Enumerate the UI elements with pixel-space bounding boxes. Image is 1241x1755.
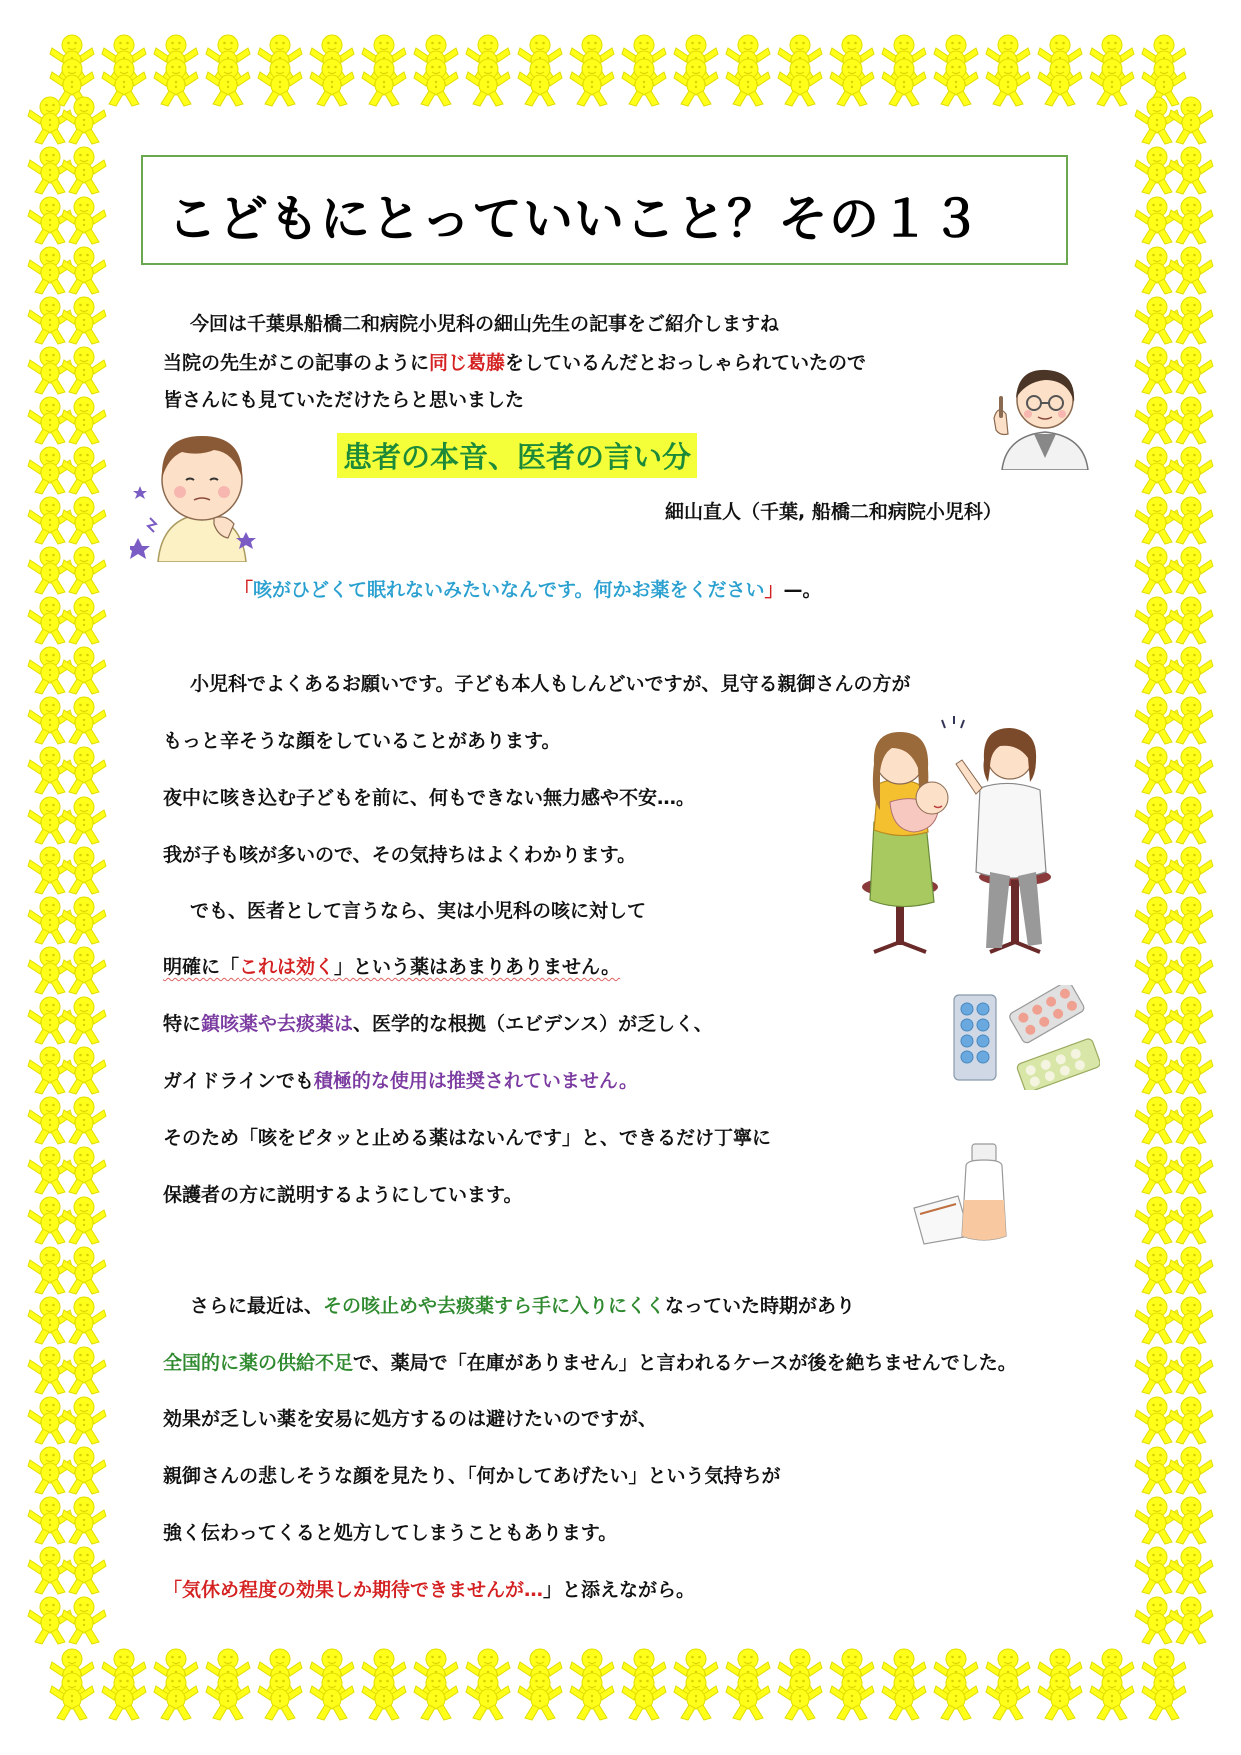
gingerbread-icon xyxy=(62,647,106,694)
gingerbread-icon xyxy=(1135,397,1179,444)
gingerbread-icon xyxy=(28,747,72,794)
gingerbread-icon xyxy=(362,1673,406,1720)
gingerbread-icon xyxy=(1169,947,1213,994)
para2-line-4: 親御さんの悲しそうな顔を見たり、「何かしてあげたい」という気持ちが xyxy=(163,1465,781,1487)
gingerbread-icon xyxy=(1135,797,1179,844)
para1-line-3: 夜中に咳き込む子どもを前に、何もできない無力感や不安…。 xyxy=(163,787,696,809)
gingerbread-icon xyxy=(62,1597,106,1644)
gingerbread-icon xyxy=(986,59,1030,106)
para1-line-4: 我が子も咳が多いので、その気持ちはよくわかります。 xyxy=(163,844,637,866)
gingerbread-icon xyxy=(1142,1673,1186,1720)
gingerbread-icon xyxy=(154,59,198,106)
gingerbread-icon xyxy=(1135,897,1179,944)
gingerbread-icon xyxy=(1169,1147,1213,1194)
para2-line-6-tail: 」と添えながら。 xyxy=(543,1579,696,1601)
gingerbread-icon xyxy=(674,59,718,106)
para2-line-2 xyxy=(163,1348,1017,1375)
para1-line-9: そのため「咳をピタッと止める薬はないんです」と、できるだけ丁寧に xyxy=(163,1127,772,1149)
gingerbread-icon xyxy=(62,697,106,744)
title-box xyxy=(141,155,1068,265)
page-title: こどもにとっていいこと？その１３ xyxy=(167,190,982,248)
gingerbread-icon xyxy=(28,1047,72,1094)
gingerbread-icon xyxy=(28,1597,72,1644)
gingerbread-icon xyxy=(1135,347,1179,394)
para1-line-6-highlight: これは効く xyxy=(239,956,335,978)
gingerbread-icon xyxy=(830,1673,874,1720)
gingerbread-icon xyxy=(1169,1097,1213,1144)
para1-line-7-tail: 、医学的な根拠（エビデンス）が乏しく、 xyxy=(353,1013,713,1035)
gingerbread-icon xyxy=(206,59,250,106)
gingerbread-icon xyxy=(1135,1147,1179,1194)
gingerbread-icon xyxy=(62,197,106,244)
gingerbread-icon xyxy=(1169,247,1213,294)
gingerbread-icon xyxy=(1169,697,1213,744)
gingerbread-icon xyxy=(28,547,72,594)
quote-open: 「 xyxy=(234,579,254,601)
gingerbread-icon xyxy=(310,1673,354,1720)
gingerbread-icon xyxy=(1038,59,1082,106)
gingerbread-icon xyxy=(414,1673,458,1720)
para1-line-7-highlight: 鎮咳薬や去痰薬は xyxy=(201,1013,354,1035)
intro-line-2-tail: をしているんだとおっしゃられていたので xyxy=(505,352,867,374)
para1-line-8-highlight: 積極的な使用は推奨されていません。 xyxy=(313,1070,639,1092)
gingerbread-icon xyxy=(1135,1197,1179,1244)
gingerbread-icon xyxy=(62,147,106,194)
gingerbread-icon xyxy=(1135,1447,1179,1494)
gingerbread-icon xyxy=(986,1673,1030,1720)
gingerbread-icon xyxy=(62,1097,106,1144)
quote-line xyxy=(234,575,822,602)
gingerbread-icon xyxy=(1169,597,1213,644)
gingerbread-icon xyxy=(1169,1447,1213,1494)
gingerbread-icon xyxy=(1135,947,1179,994)
gingerbread-icon xyxy=(1135,147,1179,194)
gingerbread-icon xyxy=(622,1673,666,1720)
intro-line-2 xyxy=(163,348,866,375)
gingerbread-icon xyxy=(674,1673,718,1720)
gingerbread-icon xyxy=(62,497,106,544)
gingerbread-icon xyxy=(62,347,106,394)
gingerbread-icon xyxy=(1135,997,1179,1044)
gingerbread-icon xyxy=(28,1397,72,1444)
gingerbread-icon xyxy=(62,97,106,144)
para1-line-8 xyxy=(163,1066,638,1093)
gingerbread-icon xyxy=(28,697,72,744)
gingerbread-icon xyxy=(62,1047,106,1094)
gingerbread-icon xyxy=(62,747,106,794)
gingerbread-icon xyxy=(310,59,354,106)
gingerbread-icon xyxy=(1169,1347,1213,1394)
gingerbread-icon xyxy=(28,1347,72,1394)
gingerbread-icon xyxy=(62,1547,106,1594)
gingerbread-icon xyxy=(1135,1347,1179,1394)
para1-line-1: 小児科でよくあるお願いです。子ども本人もしんどいですが、見守る親御さんの方が xyxy=(190,673,911,695)
gingerbread-icon xyxy=(62,1197,106,1244)
gingerbread-icon xyxy=(1169,997,1213,1044)
gingerbread-icon xyxy=(28,597,72,644)
gingerbread-icon xyxy=(1135,247,1179,294)
gingerbread-icon xyxy=(1169,347,1213,394)
gingerbread-icon xyxy=(28,1497,72,1544)
gingerbread-icon xyxy=(28,947,72,994)
gingerbread-icon xyxy=(28,497,72,544)
intro-highlight-text: 同じ葛藤 xyxy=(429,352,506,374)
gingerbread-icon xyxy=(28,1447,72,1494)
para2-line-6 xyxy=(163,1575,695,1602)
intro-line-1: 今回は千葉県船橋二和病院小児科の細山先生の記事をご紹介しますね xyxy=(190,313,780,335)
para1-line-2: もっと辛そうな顔をしていることがあります。 xyxy=(163,730,561,752)
gingerbread-icon xyxy=(28,147,72,194)
gingerbread-icon xyxy=(1135,1597,1179,1644)
syrup-bottle-illustration xyxy=(910,1140,1020,1245)
gingerbread-icon xyxy=(570,59,614,106)
gingerbread-icon xyxy=(1135,1397,1179,1444)
para2-line-2-tail: で、薬局で「在庫がありません」と言われるケースが後を絶ちませんでした。 xyxy=(353,1352,1017,1374)
gingerbread-icon xyxy=(1135,197,1179,244)
para2-line-6-open: 「 xyxy=(163,1579,183,1601)
gingerbread-icon xyxy=(778,1673,822,1720)
gingerbread-icon xyxy=(1135,1047,1179,1094)
gingerbread-icon xyxy=(1169,297,1213,344)
para1-line-6 xyxy=(163,952,620,979)
gingerbread-icon xyxy=(62,797,106,844)
gingerbread-icon xyxy=(726,59,770,106)
gingerbread-icon xyxy=(778,59,822,106)
gingerbread-icon xyxy=(1135,447,1179,494)
gingerbread-icon xyxy=(1135,697,1179,744)
gingerbread-icon xyxy=(28,1547,72,1594)
gingerbread-icon xyxy=(622,59,666,106)
gingerbread-icon xyxy=(1135,1547,1179,1594)
gingerbread-icon xyxy=(28,1297,72,1344)
article-author: 細山直人（千葉, 船橋二和病院小児科） xyxy=(665,501,1002,523)
gingerbread-icon xyxy=(518,1673,562,1720)
gingerbread-icon xyxy=(570,1673,614,1720)
gingerbread-icon xyxy=(62,897,106,944)
gingerbread-icon xyxy=(1038,1673,1082,1720)
coughing-boy-illustration xyxy=(130,420,270,562)
gingerbread-icon xyxy=(1135,1097,1179,1144)
gingerbread-icon xyxy=(466,59,510,106)
gingerbread-icon xyxy=(1135,497,1179,544)
gingerbread-icon xyxy=(1090,59,1134,106)
gingerbread-icon xyxy=(1142,59,1186,106)
gingerbread-icon xyxy=(830,59,874,106)
gingerbread-icon xyxy=(62,847,106,894)
intro-line-2-text: 当院の先生がこの記事のように xyxy=(163,352,430,374)
gingerbread-icon xyxy=(1135,597,1179,644)
quote-tail: —。 xyxy=(783,579,822,601)
para2-line-1-tail: なっていた時期があり xyxy=(665,1295,856,1317)
gingerbread-icon xyxy=(362,59,406,106)
gingerbread-icon xyxy=(28,897,72,944)
gingerbread-icon xyxy=(1135,847,1179,894)
gingerbread-icon xyxy=(28,297,72,344)
gingerbread-icon xyxy=(62,997,106,1044)
gingerbread-icon xyxy=(62,247,106,294)
gingerbread-icon xyxy=(258,1673,302,1720)
gingerbread-icon xyxy=(1169,147,1213,194)
gingerbread-icon xyxy=(1169,547,1213,594)
article-headline: 患者の本音、医者の言い分 xyxy=(337,433,697,478)
para1-line-6-head: 明確に「 xyxy=(163,956,240,978)
para2-line-6-highlight: 気休め程度の効果しか期待できませんが… xyxy=(182,1579,544,1601)
doctor-illustration xyxy=(992,358,1098,470)
para1-line-7-head: 特に xyxy=(163,1013,202,1035)
gingerbread-icon xyxy=(1169,747,1213,794)
gingerbread-icon xyxy=(1169,1597,1213,1644)
gingerbread-icon xyxy=(28,647,72,694)
gingerbread-icon xyxy=(518,59,562,106)
mother-baby-doctor-illustration xyxy=(830,712,1090,962)
gingerbread-icon xyxy=(102,59,146,106)
gingerbread-icon xyxy=(28,1097,72,1144)
gingerbread-icon xyxy=(206,1673,250,1720)
gingerbread-icon xyxy=(28,347,72,394)
gingerbread-icon xyxy=(934,59,978,106)
gingerbread-icon xyxy=(466,1673,510,1720)
gingerbread-icon xyxy=(28,1147,72,1194)
gingerbread-icon xyxy=(62,1147,106,1194)
intro-line-3: 皆さんにも見ていただけたらと思いました xyxy=(163,389,525,411)
para2-line-1-highlight: その咳止めや去痰薬すら手に入りにくく xyxy=(323,1295,666,1317)
gingerbread-icon xyxy=(1169,1197,1213,1244)
gingerbread-icon xyxy=(62,1297,106,1344)
medicine-pills-illustration xyxy=(950,985,1100,1090)
gingerbread-icon xyxy=(28,797,72,844)
para2-line-2-highlight: 全国的に薬の供給不足 xyxy=(163,1352,354,1374)
gingerbread-icon xyxy=(62,1347,106,1394)
gingerbread-icon xyxy=(1169,1397,1213,1444)
quote-close: 」 xyxy=(764,579,784,601)
para1-line-7 xyxy=(163,1009,713,1036)
gingerbread-icon xyxy=(102,1673,146,1720)
gingerbread-icon xyxy=(28,1247,72,1294)
gingerbread-icon xyxy=(1169,1547,1213,1594)
gingerbread-icon xyxy=(258,59,302,106)
gingerbread-icon xyxy=(1169,497,1213,544)
gingerbread-icon xyxy=(62,547,106,594)
para1-line-8-head: ガイドラインでも xyxy=(163,1070,314,1092)
gingerbread-icon xyxy=(1169,197,1213,244)
gingerbread-icon xyxy=(1169,647,1213,694)
gingerbread-icon xyxy=(1169,1247,1213,1294)
para1-line-6-tail: 」という薬はあまりありません。 xyxy=(334,956,621,978)
gingerbread-icon xyxy=(28,197,72,244)
gingerbread-icon xyxy=(934,1673,978,1720)
gingerbread-icon xyxy=(1169,847,1213,894)
gingerbread-icon xyxy=(1135,647,1179,694)
para2-line-3: 効果が乏しい薬を安易に処方するのは避けたいのですが、 xyxy=(163,1408,658,1430)
gingerbread-icon xyxy=(1169,397,1213,444)
gingerbread-icon xyxy=(1169,897,1213,944)
gingerbread-icon xyxy=(1135,1247,1179,1294)
gingerbread-icon xyxy=(1169,797,1213,844)
gingerbread-icon xyxy=(62,397,106,444)
para2-line-1-head: さらに最近は、 xyxy=(190,1295,324,1317)
gingerbread-icon xyxy=(28,247,72,294)
gingerbread-icon xyxy=(1090,1673,1134,1720)
gingerbread-icon xyxy=(28,447,72,494)
gingerbread-icon xyxy=(1135,1297,1179,1344)
para1-line-5: でも、医者として言うなら、実は小児科の咳に対して xyxy=(190,900,647,922)
gingerbread-icon xyxy=(1169,447,1213,494)
gingerbread-icon xyxy=(1135,297,1179,344)
gingerbread-icon xyxy=(1169,1497,1213,1544)
gingerbread-icon xyxy=(28,997,72,1044)
gingerbread-icon xyxy=(882,1673,926,1720)
gingerbread-icon xyxy=(62,1397,106,1444)
gingerbread-icon xyxy=(62,597,106,644)
gingerbread-icon xyxy=(62,1247,106,1294)
gingerbread-icon xyxy=(62,297,106,344)
gingerbread-icon xyxy=(882,59,926,106)
gingerbread-icon xyxy=(726,1673,770,1720)
gingerbread-icon xyxy=(1135,747,1179,794)
quote-text: 咳がひどくて眠れないみたいなんです。何かお薬をください xyxy=(253,579,765,601)
para1-line-10: 保護者の方に説明するようにしています。 xyxy=(163,1184,523,1206)
gingerbread-icon xyxy=(62,1447,106,1494)
gingerbread-icon xyxy=(1135,547,1179,594)
gingerbread-icon xyxy=(1169,1047,1213,1094)
gingerbread-icon xyxy=(62,947,106,994)
para2-line-1 xyxy=(190,1291,855,1318)
gingerbread-icon xyxy=(1135,1497,1179,1544)
gingerbread-icon xyxy=(62,447,106,494)
gingerbread-icon xyxy=(28,397,72,444)
gingerbread-icon xyxy=(154,1673,198,1720)
gingerbread-icon xyxy=(414,59,458,106)
gingerbread-icon xyxy=(28,1197,72,1244)
gingerbread-icon xyxy=(50,1673,94,1720)
para2-line-5: 強く伝わってくると処方してしまうこともあります。 xyxy=(163,1522,618,1544)
gingerbread-icon xyxy=(1169,1297,1213,1344)
gingerbread-icon xyxy=(62,1497,106,1544)
gingerbread-icon xyxy=(28,847,72,894)
